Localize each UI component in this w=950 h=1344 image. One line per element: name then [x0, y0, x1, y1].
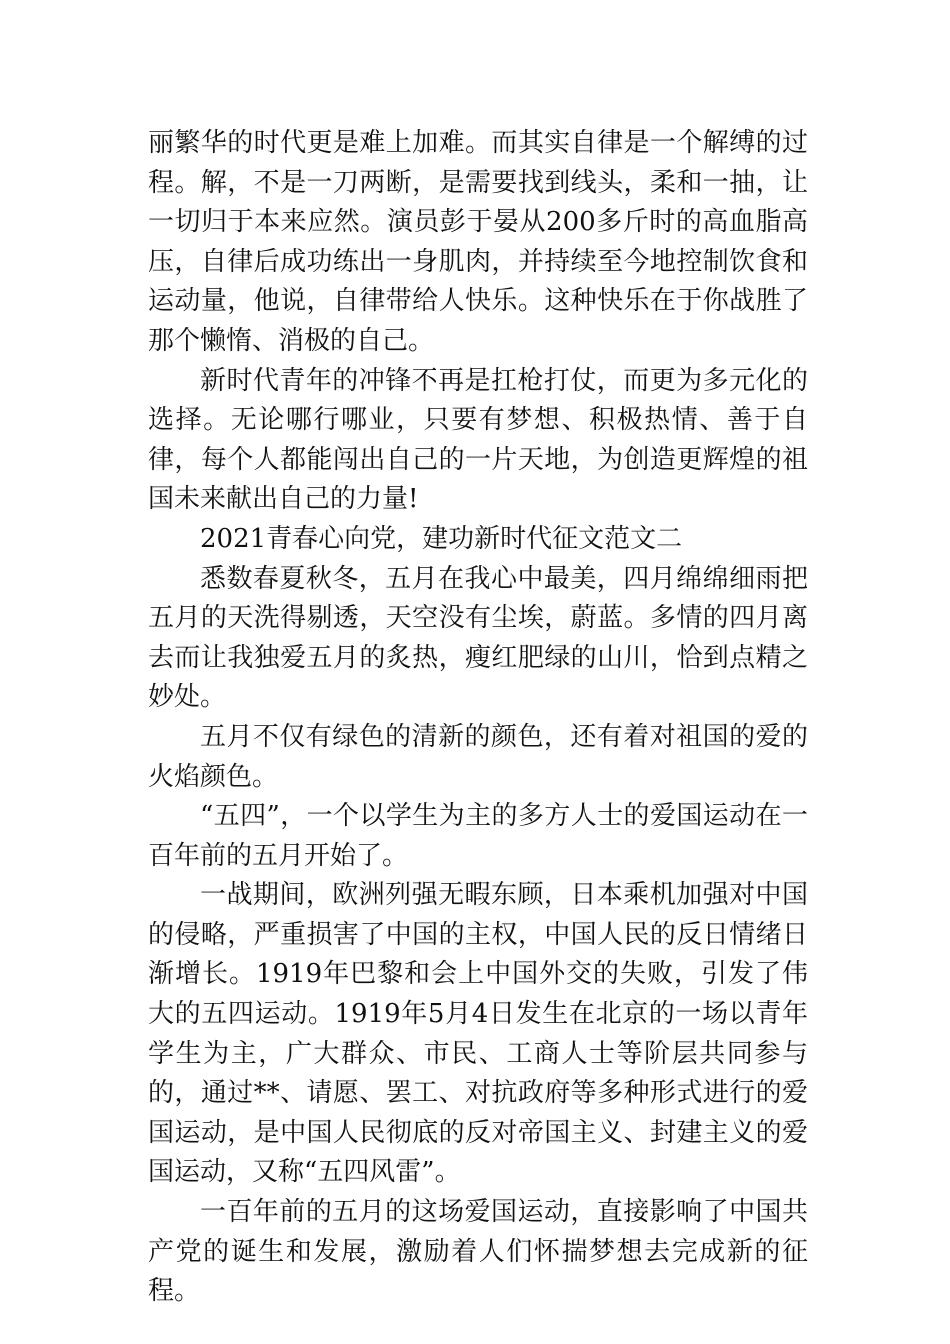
section-title: 2021青春心向党，建功新时代征文范文二 — [200, 523, 683, 554]
paragraph-7: 一百年前的五月的这场爱国运动，直接影响了中国共产党的诞生和发展，激励着人们怀揣梦想去完成新的征程。 — [148, 1197, 808, 1307]
paragraph-2: 新时代青年的冲锋不再是扛枪打仗，而更为多元化的选择。无论哪行哪业，只要有梦想、积极热情、善于自律，每个人都能闯出自己的一片天地，为创造更辉煌的祖国未来献出自己的力量! — [148, 365, 808, 515]
paragraph-5: “五四”，一个以学生为主的多方人士的爱国运动在一百年前的五月开始了。 — [148, 801, 808, 871]
paragraph-3: 悉数春夏秋冬，五月在我心中最美，四月绵绵细雨把五月的天洗得剔透，天空没有尘埃，蔚蓝。多情的四月离去而让我独爱五月的炙热，瘦红肥绿的山川，恰到点精之妙处。 — [148, 563, 808, 713]
paragraph-4: 五月不仅有绿色的清新的颜色，还有着对祖国的爱的火焰颜色。 — [148, 721, 808, 792]
paragraph-6: 一战期间，欧洲列强无暇东顾，日本乘机加强对中国的侵略，严重损害了中国的主权，中国人民的反日情绪日渐增长。1919年巴黎和会上中国外交的失败，引发了伟大的五四运动。1919年5月4日发生在北京的一场以青年学生为主，广大群众、市民、工商人士等阶层共同参与的，通过**、请愿、罢工、对抗政府等多种形式进行的爱国运动，是中国人民彻底的反对帝国主义、封建主义的爱国运动，又称“五四风雷”。 — [148, 880, 808, 1188]
article-body — [148, 124, 808, 1312]
paragraph-1: 丽繁华的时代更是难上加难。而其实自律是一个解缚的过程。解，不是一刀两断，是需要找到线头，柔和一抽，让一切归于本来应然。演员彭于晏从200多斤时的高血脂高压，自律后成功练出一身肌肉，并持续至今地控制饮食和运动量，他说，自律带给人快乐。这种快乐在于你战胜了那个懒惰、消极的自己。 — [148, 128, 808, 356]
